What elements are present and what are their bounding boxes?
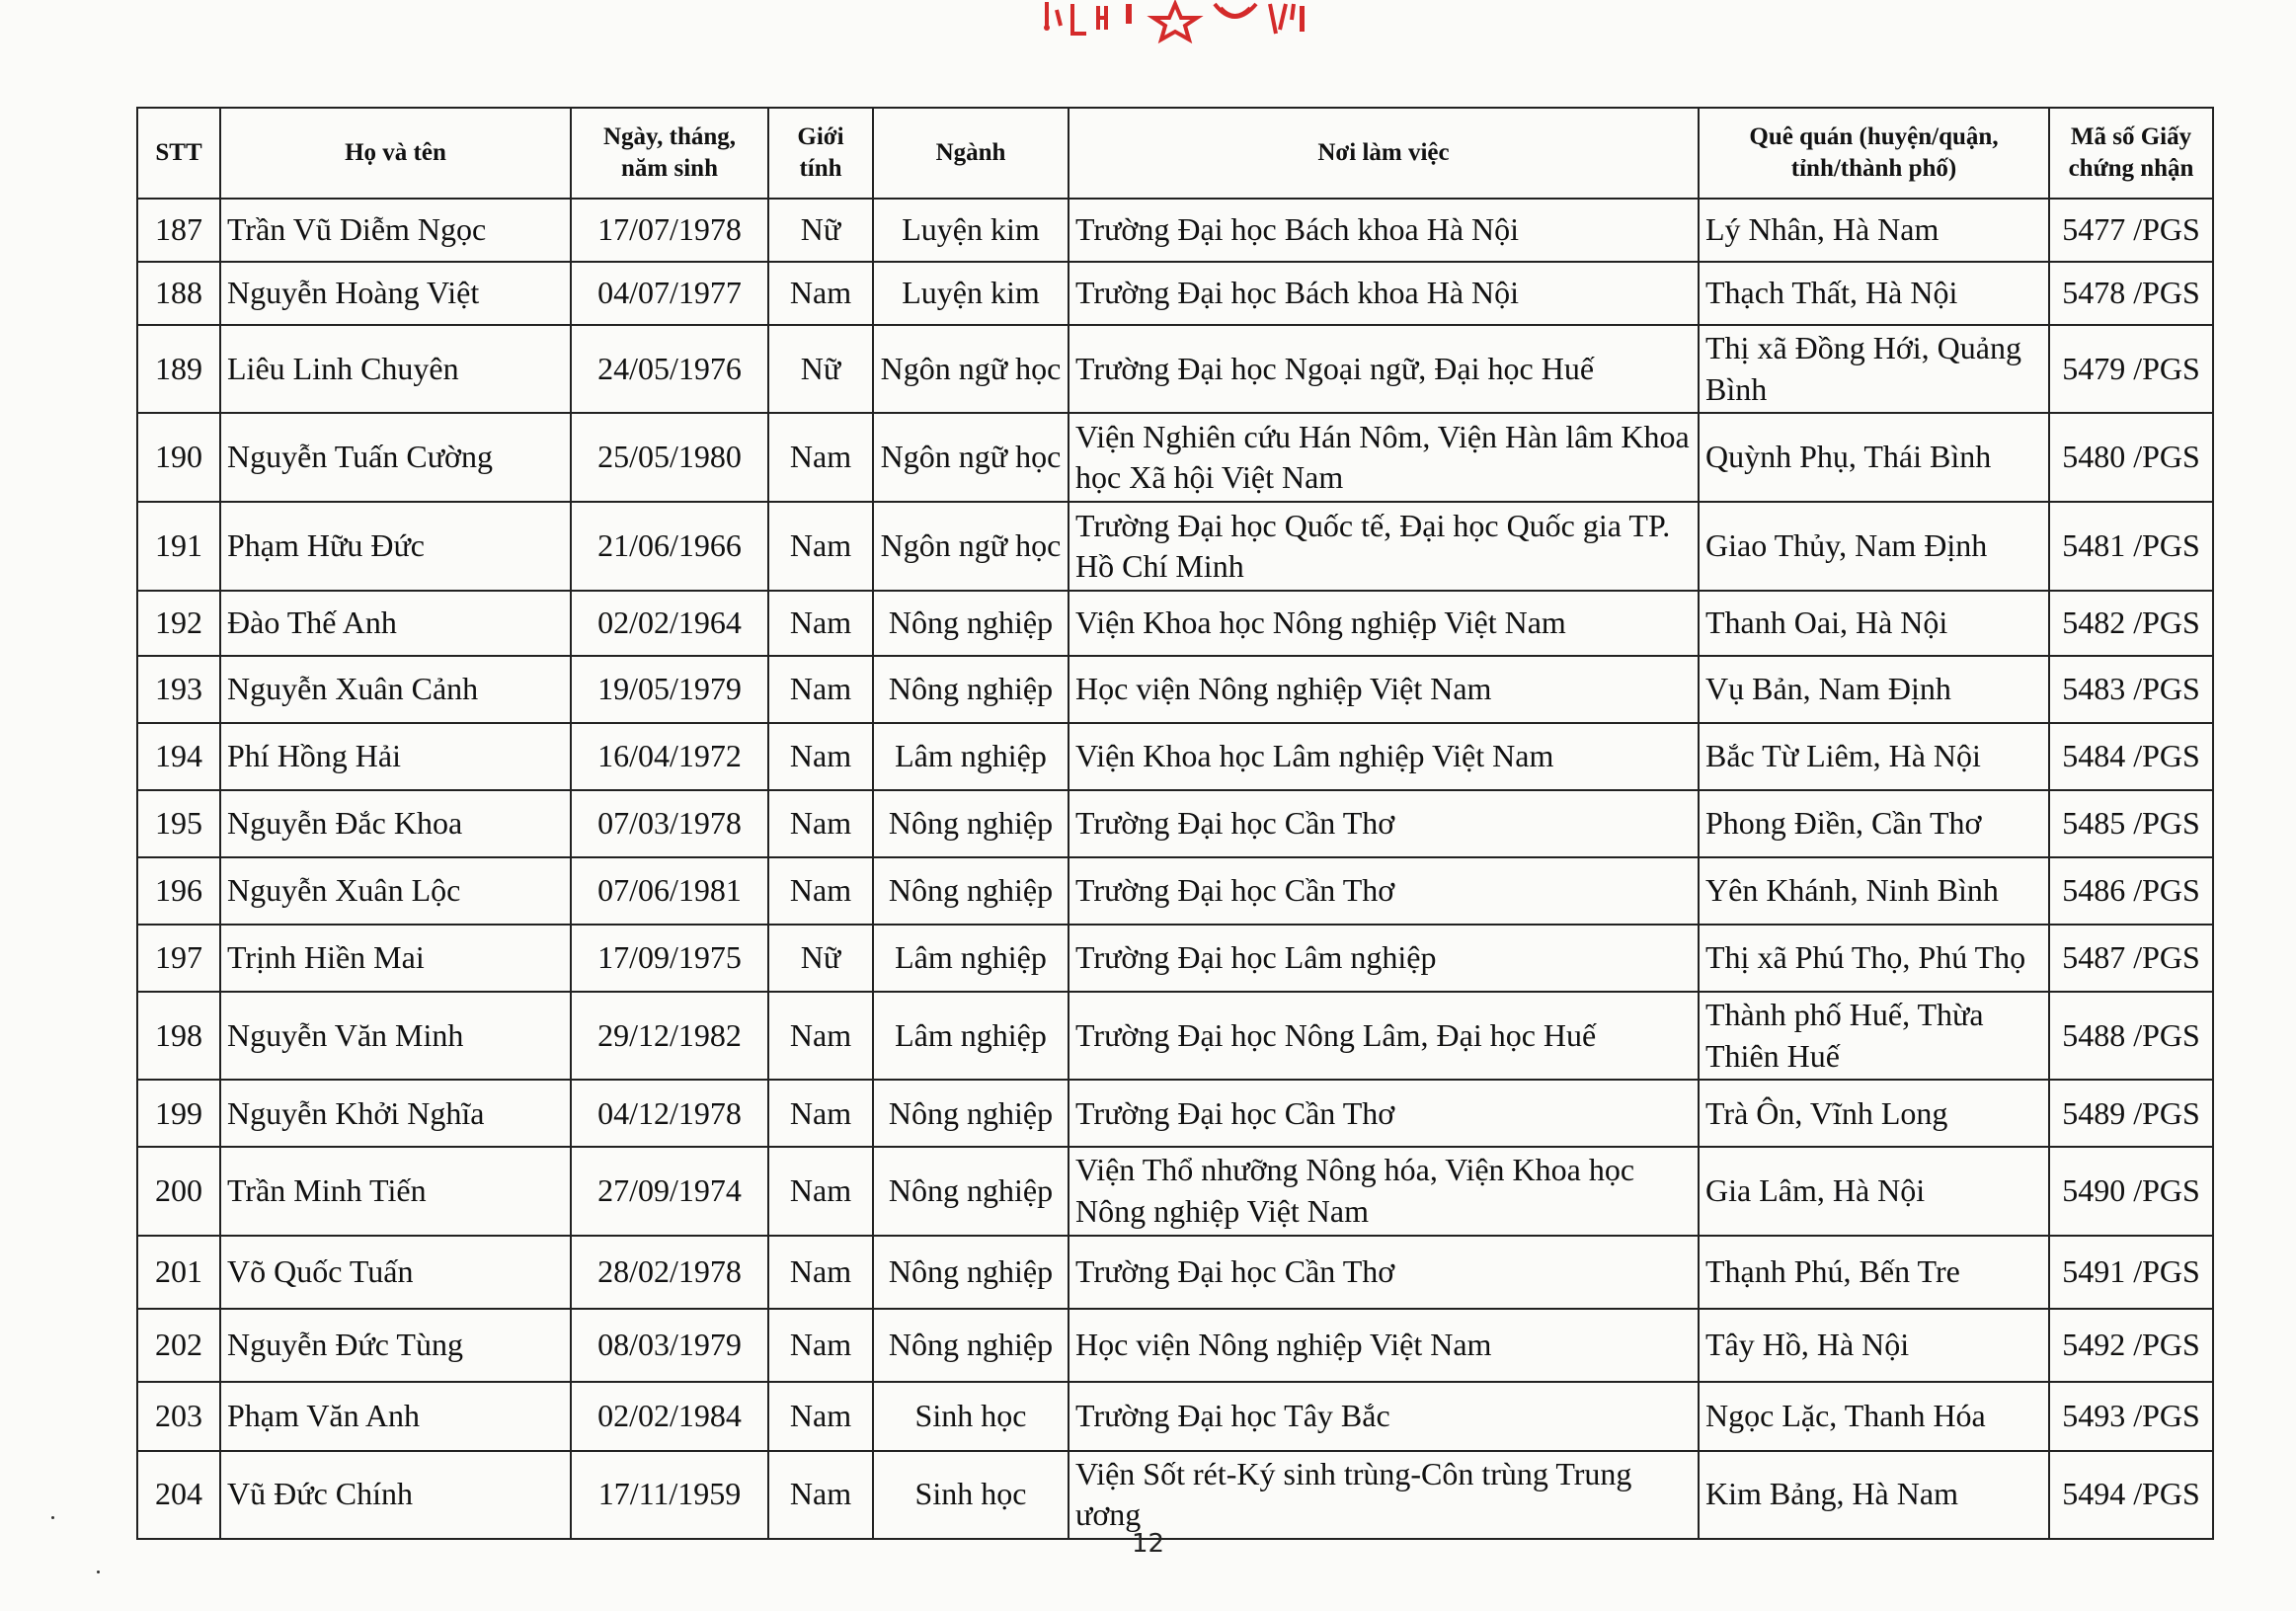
cell-gender: Nữ — [768, 199, 873, 262]
cell-dob: 04/07/1977 — [571, 262, 768, 325]
page-number: 12 — [1131, 1529, 1165, 1559]
cell-name: Vũ Đức Chính — [220, 1451, 571, 1539]
cell-field: Nông nghiệp — [873, 1080, 1069, 1147]
cell-hometown: Trà Ôn, Vĩnh Long — [1699, 1080, 2049, 1147]
header-dob-line1: Ngày, tháng, — [602, 122, 737, 150]
cell-stt: 199 — [137, 1080, 220, 1147]
cell-field: Lâm nghiệp — [873, 723, 1069, 790]
cell-name: Nguyễn Đắc Khoa — [220, 790, 571, 857]
cell-gender: Nam — [768, 1236, 873, 1309]
cell-field: Luyện kim — [873, 262, 1069, 325]
table-row — [137, 199, 2213, 262]
header-dob — [571, 108, 768, 199]
table-row — [137, 1236, 2213, 1309]
cell-cert: 5494 /PGS — [2049, 1451, 2213, 1539]
cell-name: Trịnh Hiền Mai — [220, 925, 571, 992]
header-cert-line2: chứng nhận — [2068, 155, 2194, 182]
cell-dob: 17/09/1975 — [571, 925, 768, 992]
cell-gender: Nữ — [768, 325, 873, 413]
cell-gender: Nam — [768, 1382, 873, 1451]
cell-cert: 5492 /PGS — [2049, 1309, 2213, 1382]
cell-workplace: Viện Nghiên cứu Hán Nôm, Viện Hàn lâm Khoa học Xã hội Việt Nam — [1069, 413, 1699, 502]
cell-name: Võ Quốc Tuấn — [220, 1236, 571, 1309]
cell-field: Ngôn ngữ học — [873, 325, 1069, 413]
cell-workplace: Trường Đại học Ngoại ngữ, Đại học Huế — [1069, 325, 1699, 413]
cell-field: Nông nghiệp — [873, 1309, 1069, 1382]
cell-cert: 5483 /PGS — [2049, 656, 2213, 723]
cell-dob: 24/05/1976 — [571, 325, 768, 413]
cell-dob: 08/03/1979 — [571, 1309, 768, 1382]
cell-workplace: Viện Thổ nhưỡng Nông hóa, Viện Khoa học Nông nghiệp Việt Nam — [1069, 1147, 1699, 1235]
table-row — [137, 925, 2213, 992]
cell-hometown: Quỳnh Phụ, Thái Bình — [1699, 413, 2049, 502]
cell-hometown: Tây Hồ, Hà Nội — [1699, 1309, 2049, 1382]
cell-cert: 5491 /PGS — [2049, 1236, 2213, 1309]
header-hometown — [1699, 108, 2049, 199]
cell-field: Nông nghiệp — [873, 656, 1069, 723]
cell-name: Liêu Linh Chuyên — [220, 325, 571, 413]
cell-dob: 21/06/1966 — [571, 502, 768, 591]
cell-workplace: Viện Khoa học Lâm nghiệp Việt Nam — [1069, 723, 1699, 790]
cell-dob: 28/02/1978 — [571, 1236, 768, 1309]
cell-cert: 5490 /PGS — [2049, 1147, 2213, 1235]
cell-stt: 191 — [137, 502, 220, 591]
cell-name: Phí Hồng Hải — [220, 723, 571, 790]
certificate-list-table — [136, 107, 2214, 1540]
cell-gender: Nam — [768, 723, 873, 790]
cell-workplace: Trường Đại học Cần Thơ — [1069, 1080, 1699, 1147]
cell-cert: 5482 /PGS — [2049, 591, 2213, 656]
cell-stt: 198 — [137, 992, 220, 1080]
header-hometown-line2: tỉnh/thành phố) — [1790, 155, 1957, 182]
header-cert-line1: Mã số Giấy — [2070, 122, 2192, 150]
cell-stt: 194 — [137, 723, 220, 790]
cell-stt: 201 — [137, 1236, 220, 1309]
cell-stt: 187 — [137, 199, 220, 262]
cell-gender: Nam — [768, 1451, 873, 1539]
cell-hometown: Vụ Bản, Nam Định — [1699, 656, 2049, 723]
cell-hometown: Thạnh Phú, Bến Tre — [1699, 1236, 2049, 1309]
cell-hometown: Thành phố Huế, Thừa Thiên Huế — [1699, 992, 2049, 1080]
header-cert — [2049, 108, 2213, 199]
cell-gender: Nam — [768, 992, 873, 1080]
table-row — [137, 656, 2213, 723]
cell-dob: 02/02/1964 — [571, 591, 768, 656]
header-name: Họ và tên — [220, 108, 571, 199]
cell-workplace: Trường Đại học Lâm nghiệp — [1069, 925, 1699, 992]
header-gender — [768, 108, 873, 199]
cell-cert: 5479 /PGS — [2049, 325, 2213, 413]
header-workplace: Nơi làm việc — [1069, 108, 1699, 199]
official-seal-icon — [1027, 0, 1323, 55]
table-row — [137, 790, 2213, 857]
cell-field: Sinh học — [873, 1451, 1069, 1539]
cell-name: Phạm Hữu Đức — [220, 502, 571, 591]
cell-dob: 16/04/1972 — [571, 723, 768, 790]
cell-gender: Nam — [768, 413, 873, 502]
cell-dob: 17/07/1978 — [571, 199, 768, 262]
cell-cert: 5481 /PGS — [2049, 502, 2213, 591]
cell-stt: 189 — [137, 325, 220, 413]
cell-name: Nguyễn Văn Minh — [220, 992, 571, 1080]
cell-cert: 5493 /PGS — [2049, 1382, 2213, 1451]
cell-field: Nông nghiệp — [873, 857, 1069, 925]
cell-field: Nông nghiệp — [873, 591, 1069, 656]
cell-workplace: Trường Đại học Quốc tế, Đại học Quốc gia TP. Hồ Chí Minh — [1069, 502, 1699, 591]
cell-stt: 196 — [137, 857, 220, 925]
table-row — [137, 723, 2213, 790]
header-hometown-line1: Quê quán (huyện/quận, — [1749, 122, 1999, 150]
cell-cert: 5488 /PGS — [2049, 992, 2213, 1080]
scan-speck — [97, 1571, 100, 1573]
cell-hometown: Lý Nhân, Hà Nam — [1699, 199, 2049, 262]
header-gender-line1: Giới — [797, 122, 844, 150]
cell-cert: 5485 /PGS — [2049, 790, 2213, 857]
cell-gender: Nam — [768, 1309, 873, 1382]
cell-name: Phạm Văn Anh — [220, 1382, 571, 1451]
cell-hometown: Bắc Từ Liêm, Hà Nội — [1699, 723, 2049, 790]
cell-name: Đào Thế Anh — [220, 591, 571, 656]
table-row — [137, 502, 2213, 591]
cell-workplace: Viện Khoa học Nông nghiệp Việt Nam — [1069, 591, 1699, 656]
cell-hometown: Thị xã Đồng Hới, Quảng Bình — [1699, 325, 2049, 413]
cell-field: Nông nghiệp — [873, 1236, 1069, 1309]
cell-gender: Nam — [768, 790, 873, 857]
cell-cert: 5477 /PGS — [2049, 199, 2213, 262]
cell-workplace: Trường Đại học Bách khoa Hà Nội — [1069, 262, 1699, 325]
cell-name: Nguyễn Đức Tùng — [220, 1309, 571, 1382]
cell-field: Lâm nghiệp — [873, 925, 1069, 992]
cell-cert: 5484 /PGS — [2049, 723, 2213, 790]
cell-workplace: Trường Đại học Cần Thơ — [1069, 790, 1699, 857]
table-row — [137, 262, 2213, 325]
cell-workplace: Trường Đại học Cần Thơ — [1069, 1236, 1699, 1309]
cell-workplace: Viện Sốt rét-Ký sinh trùng-Côn trùng Trung ương — [1069, 1451, 1699, 1539]
cell-stt: 193 — [137, 656, 220, 723]
cell-dob: 02/02/1984 — [571, 1382, 768, 1451]
table-row — [137, 1080, 2213, 1147]
header-field: Ngành — [873, 108, 1069, 199]
cell-name: Nguyễn Hoàng Việt — [220, 262, 571, 325]
cell-cert: 5487 /PGS — [2049, 925, 2213, 992]
cell-hometown: Thạch Thất, Hà Nội — [1699, 262, 2049, 325]
cell-field: Nông nghiệp — [873, 790, 1069, 857]
cell-hometown: Gia Lâm, Hà Nội — [1699, 1147, 2049, 1235]
cell-stt: 197 — [137, 925, 220, 992]
table-row — [137, 992, 2213, 1080]
cell-gender: Nam — [768, 656, 873, 723]
cell-hometown: Ngọc Lặc, Thanh Hóa — [1699, 1382, 2049, 1451]
cell-gender: Nam — [768, 1080, 873, 1147]
cell-field: Ngôn ngữ học — [873, 413, 1069, 502]
cell-gender: Nam — [768, 1147, 873, 1235]
cell-name: Trần Vũ Diễm Ngọc — [220, 199, 571, 262]
cell-dob: 07/06/1981 — [571, 857, 768, 925]
cell-field: Luyện kim — [873, 199, 1069, 262]
cell-hometown: Thanh Oai, Hà Nội — [1699, 591, 2049, 656]
cell-hometown: Giao Thủy, Nam Định — [1699, 502, 2049, 591]
cell-gender: Nam — [768, 262, 873, 325]
header-gender-line2: tính — [799, 155, 842, 182]
cell-name: Nguyễn Xuân Cảnh — [220, 656, 571, 723]
cell-cert: 5478 /PGS — [2049, 262, 2213, 325]
cell-gender: Nam — [768, 591, 873, 656]
cell-workplace: Trường Đại học Tây Bắc — [1069, 1382, 1699, 1451]
cell-field: Lâm nghiệp — [873, 992, 1069, 1080]
cell-hometown: Phong Điền, Cần Thơ — [1699, 790, 2049, 857]
cell-dob: 07/03/1978 — [571, 790, 768, 857]
cell-hometown: Yên Khánh, Ninh Bình — [1699, 857, 2049, 925]
table-row — [137, 1382, 2213, 1451]
cell-workplace: Trường Đại học Bách khoa Hà Nội — [1069, 199, 1699, 262]
cell-workplace: Trường Đại học Cần Thơ — [1069, 857, 1699, 925]
scan-speck — [51, 1516, 54, 1519]
cell-dob: 04/12/1978 — [571, 1080, 768, 1147]
table-row — [137, 1309, 2213, 1382]
cell-stt: 200 — [137, 1147, 220, 1235]
table-row — [137, 1147, 2213, 1235]
cell-stt: 204 — [137, 1451, 220, 1539]
cell-stt: 203 — [137, 1382, 220, 1451]
cell-gender: Nam — [768, 502, 873, 591]
cell-workplace: Học viện Nông nghiệp Việt Nam — [1069, 1309, 1699, 1382]
table-body — [137, 199, 2213, 1539]
cell-name: Nguyễn Tuấn Cường — [220, 413, 571, 502]
cell-field: Nông nghiệp — [873, 1147, 1069, 1235]
header-stt: STT — [137, 108, 220, 199]
cell-cert: 5480 /PGS — [2049, 413, 2213, 502]
cell-hometown: Thị xã Phú Thọ, Phú Thọ — [1699, 925, 2049, 992]
cell-dob: 19/05/1979 — [571, 656, 768, 723]
cell-stt: 192 — [137, 591, 220, 656]
table-row — [137, 857, 2213, 925]
table-header-row — [137, 108, 2213, 199]
cell-name: Trần Minh Tiến — [220, 1147, 571, 1235]
table-row — [137, 325, 2213, 413]
cell-stt: 188 — [137, 262, 220, 325]
cell-cert: 5486 /PGS — [2049, 857, 2213, 925]
cell-stt: 195 — [137, 790, 220, 857]
cell-name: Nguyễn Xuân Lộc — [220, 857, 571, 925]
cell-dob: 29/12/1982 — [571, 992, 768, 1080]
cell-workplace: Học viện Nông nghiệp Việt Nam — [1069, 656, 1699, 723]
cell-hometown: Kim Bảng, Hà Nam — [1699, 1451, 2049, 1539]
cell-stt: 202 — [137, 1309, 220, 1382]
cell-dob: 27/09/1974 — [571, 1147, 768, 1235]
cell-field: Sinh học — [873, 1382, 1069, 1451]
cell-dob: 17/11/1959 — [571, 1451, 768, 1539]
cell-workplace: Trường Đại học Nông Lâm, Đại học Huế — [1069, 992, 1699, 1080]
header-dob-line2: năm sinh — [621, 155, 718, 182]
cell-field: Ngôn ngữ học — [873, 502, 1069, 591]
table-row — [137, 413, 2213, 502]
cell-name: Nguyễn Khởi Nghĩa — [220, 1080, 571, 1147]
cell-cert: 5489 /PGS — [2049, 1080, 2213, 1147]
cell-gender: Nữ — [768, 925, 873, 992]
cell-gender: Nam — [768, 857, 873, 925]
cell-dob: 25/05/1980 — [571, 413, 768, 502]
table-row — [137, 1451, 2213, 1539]
cell-stt: 190 — [137, 413, 220, 502]
table-row — [137, 591, 2213, 656]
